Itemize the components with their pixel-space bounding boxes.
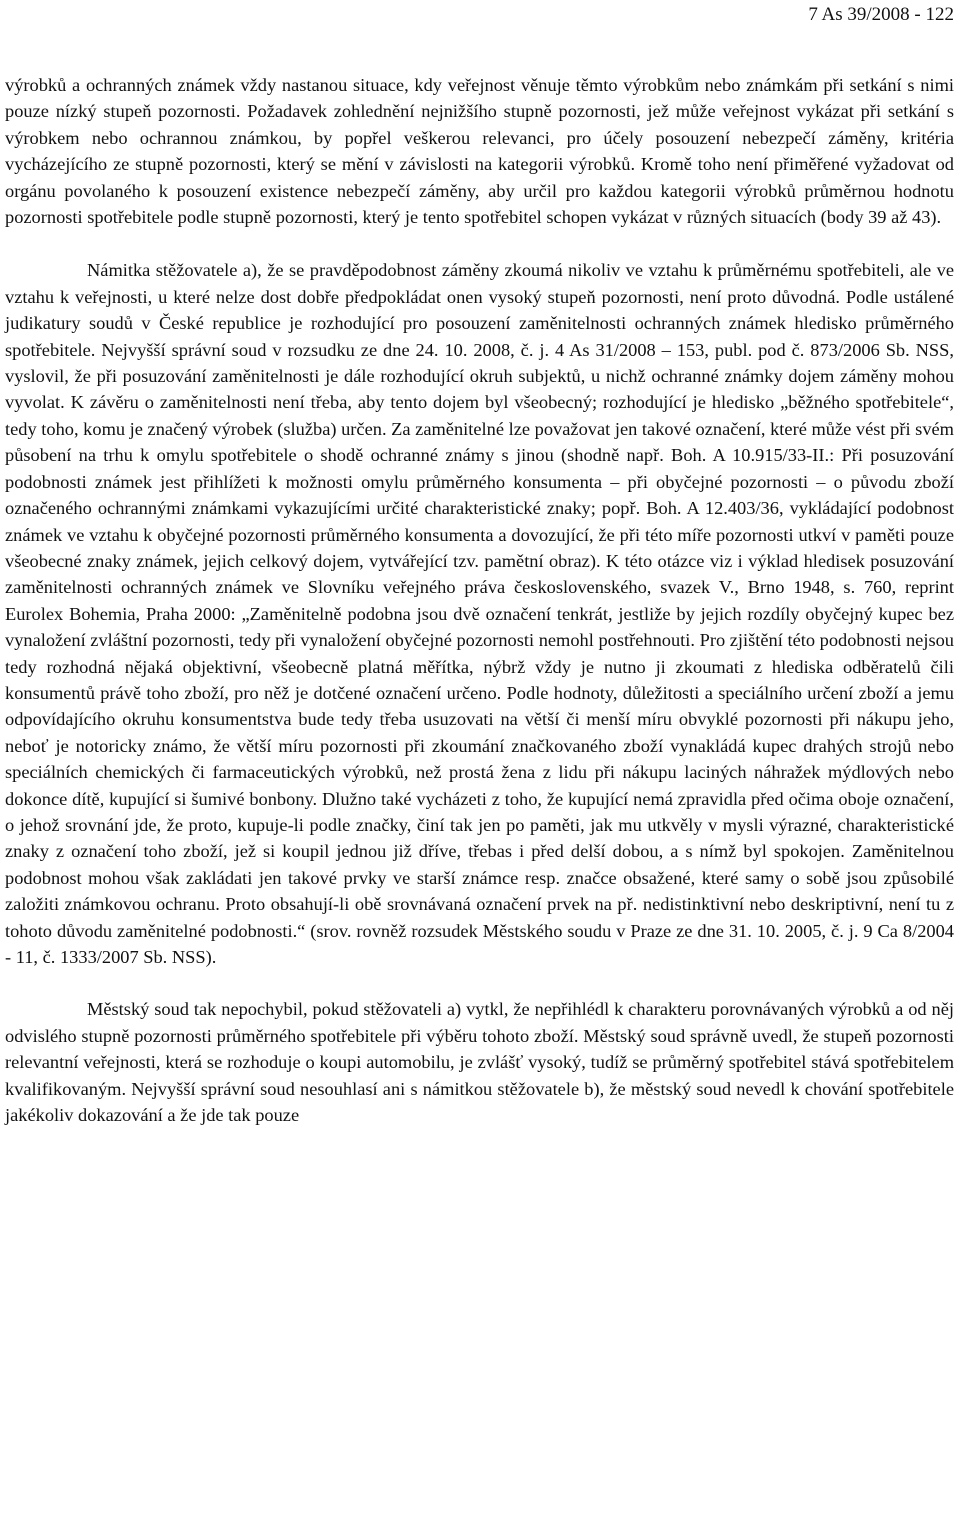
paragraph-spacer xyxy=(5,970,954,996)
paragraph-objection-a: Námitka stěžovatele a), že se pravděpodobnost záměny zkoumá nikoliv ve vztahu k průměrnému spotřebiteli, ale ve vztahu k veřejnosti, u které nelze dost dobře předpokládat onen vysoký stupeň pozornosti, není proto důvodná. Podle ustálené judikatury soudů v České republice je rozhodující pro posouzení zaměnitelnosti ochranných známek hledisko průměrného spotřebitele. Nejvyšší správní soud v rozsudku ze dne 24. 10. 2008, č. j. 4 As 31/2008 – 153, publ. pod č. 873/2006 Sb. NSS, vyslovil, že při posuzování zaměnitelnosti je dále rozhodující okruh subjektů, u nichž ochranné známky dojem záměny mohou vyvolat. K závěru o zaměnitelnosti není třeba, aby tento dojem byl všeobecný; rozhodující je hledisko „běžného spotřebitele“, tedy toho, komu je značený výrobek (služba) určen. Za zaměnitelné lze považovat jen takové označení, které může vést při svém působení na trhu k omylu spotřebitele o shodě ochranné známy s jinou (shodně např. Boh. A 10.915/33-II.: Při posuzování podobnosti známek jest přihlížeti k možnosti omylu průměrného konsumenta – při obyčejné pozornosti – o původu zboží označeného ochrannými známkami vykazujícími určité charakteristické znaky; popř. Boh. A 12.403/36, vykládající podobnost známek ve vztahu k obyčejné pozornosti průměrného konsumenta a dovozující, že při této míře pozornosti utkví v paměti pouze všeobecné znaky známek, jejich celkový dojem, vytvářející tzv. pamětní obraz). K této otázce viz i výklad hledisek posuzování zaměnitelnosti ochranných známek ve Slovníku veřejného práva československého, svazek V., Brno 1948, s. 760, reprint Eurolex Bohemia, Praha 2000: „Zaměnitelně podobna jsou dvě označení tenkrát, jestliže by jejich rozdíly obyčejný kupec bez vynaložení zvláštní pozornosti, tedy při vynaložení obyčejné pozornosti nemohl postřehnouti. Pro zjištění této podobnosti nejsou tedy rozhodná nějaká objektivní, všeobecně platná měřítka, nýbrž vždy je nutno ji zkoumati z hlediska odběratelů čili konsumentů právě toho zboží, pro něž je dotčené označení určeno. Podle hodnoty, důležitosti a speciálního určení zboží a jemu odpovídajícího okruhu konsumentstva bude tedy třeba usuzovati na větší či menší míru obvyklé pozornosti při nákupu jeho, neboť je notoricky známo, že větší míru pozornosti při zkoumání značkovaného zboží vynakládá kupec drahých strojů nebo speciálních chemických či farmaceutických výrobků, než prostá žena z lidu při nákupu laciných náhražek mýdlových nebo dokonce dítě, kupující si šumivé bonbony. Dlužno také vycházeti z toho, že kupující nemá zpravidla před očima oboje označení, o jehož srovnání jde, že proto, kupuje-li podle značky, činí tak jen po paměti, jak mu utkvěly v mysli výrazné, charakteristické znaky z označení toho zboží, jež si koupil jednou již dříve, třebas i před delší dobou, a s nímž byl spokojen. Zaměnitelnou podobnost mohou však zakládati jen takové prvky ve starší známce resp. značce obsažené, které samy o sobě jsou způsobilé založiti známkovou ochranu. Proto obsahují-li obě srovnávaná označení prvek na př. nedistinktivní nebo deskriptivní, není tu z tohoto důvodu zaměnitelné podobnosti.“ (srov. rovněž rozsudek Městského soudu v Praze ze dne 31. 10. 2005, č. j. 9 Ca 8/2004 - 11, č. 1333/2007 Sb. NSS). xyxy=(5,260,954,967)
case-reference-header: 7 As 39/2008 - 122 xyxy=(808,4,954,25)
paragraph-continuation: výrobků a ochranných známek vždy nastanou situace, kdy veřejnost věnuje těmto výrobkům nebo známkám při setkání s nimi pouze nízký stupeň pozornosti. Požadavek zohlednění nejnižšího stupně pozornosti, jež může veřejnost vykázat při setkání s výrobkem nebo ochrannou známkou, by popřel veškerou relevanci, pro účely posouzení nebezpečí záměny, kritéria vycházejícího ze stupně pozornosti, který se mění v závislosti na kategorii výrobků. Kromě toho není přiměřené vyžadovat od orgánu povolaného k posouzení existence nebezpečí záměny, aby určil pro každou kategorii výrobků průměrnou hodnotu pozornosti spotřebitele podle stupně pozornosti, který je tento spotřebitel schopen vykázat v různých situacích (body 39 až 43). xyxy=(5,75,954,228)
document-body xyxy=(5,72,954,1128)
paragraph-municipal-court: Městský soud tak nepochybil, pokud stěžovateli a) vytkl, že nepřihlédl k charakteru porovnávaných výrobků a od něj odvislého stupně pozornosti průměrného spotřebitele při výběru tohoto zboží. Městský soud správně uvedl, že stupeň pozornosti relevantní veřejnosti, která se rozhoduje o koupi automobilu, je zvlášť vysoký, tudíž se průměrný spotřebitel stává spotřebitelem kvalifikovaným. Nejvyšší správní soud nesouhlasí ani s námitkou stěžovatele b), že městský soud nevedl k chování spotřebitele jakékoliv dokazování a že jde tak pouze xyxy=(5,999,954,1126)
paragraph-spacer xyxy=(5,230,954,257)
